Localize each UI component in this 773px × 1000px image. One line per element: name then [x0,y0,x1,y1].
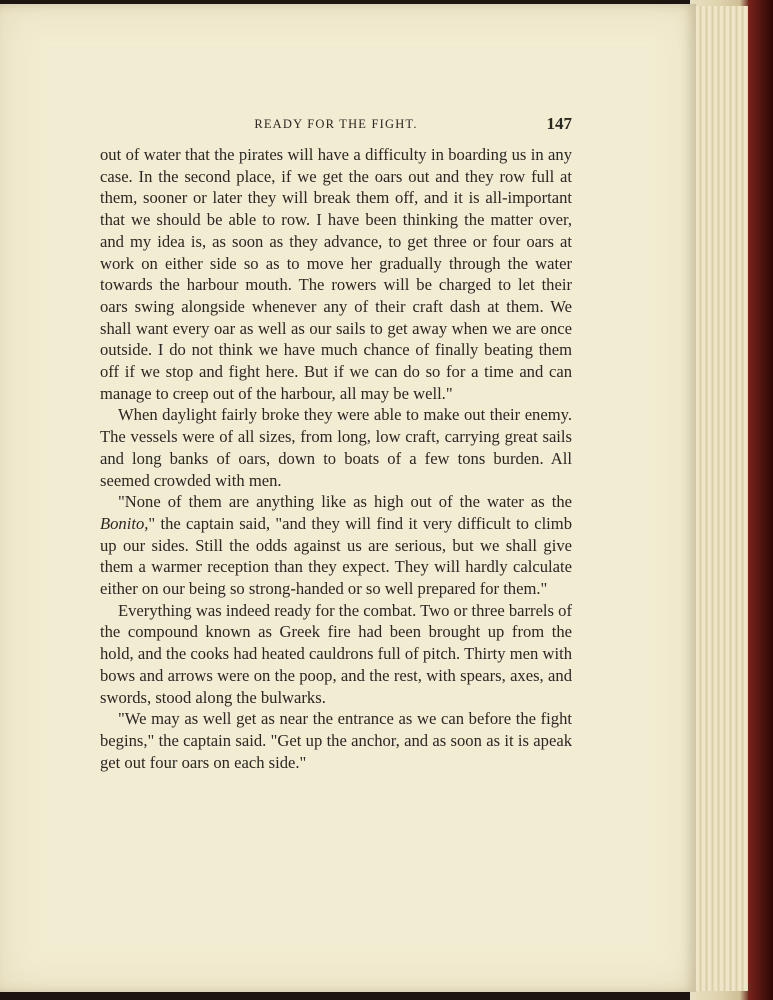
paragraph-continued: out of water that the pirates will have a difficulty in boarding us in any case. In the second place, if we get the oars out and they row full at them, sooner or later they will break them off, and it is all-important that we should be able to row. I have been thinking the matter over, and my idea is, as soon as they advance, to get three or four oars at work on either side so as to move her gradually through the water towards the harbour mouth. The rowers will be charged to let their oars swing alongside whenever any of their craft dash at them. We shall want every oar as well as our sails to get away when we are once outside. I do not think we have much chance of finally beating them off if we stop and fight here. But if we can do so for a time and can manage to creep out of the harbour, all may be well." [100,145,572,403]
page-number: 147 [546,114,572,133]
running-head [100,114,572,138]
paragraph-anchor-order: "We may as well get as near the entrance as we can before the fight begins," the captain said. "Get up the anchor, and as soon as it is apeak get out four oars on each side." [100,709,572,772]
paragraph-captain-speech [100,491,572,600]
running-head-title: READY FOR THE FIGHT. [254,117,418,131]
body-text [100,144,572,773]
speech-after-ship-name: " the captain said, "and they will find it very difficult to climb up our sides. Still the odds against us are serious, but we shall give them a warmer reception than they expect. They will hardly calculate either on our being so strong-handed or so well prepared for them." [100,513,572,599]
book-page [0,4,696,992]
paragraph-preparations: Everything was indeed ready for the combat. Two or three barrels of the compound known as Greek fire had been brought up from the hold, and the cooks had heated cauldrons full of pitch. Thirty men with bows and arrows were on the poop, and the rest, with spears, axes, and swords, stood along the bulwarks. [100,600,572,707]
book-cover-edge [748,0,773,1000]
page-stack-edge [690,6,752,991]
speech-before-ship-name: "None of them are anything like as high out of the water as the [118,492,572,512]
paragraph-daylight: When daylight fairly broke they were able to make out their enemy. The vessels were of all sizes, from long, low craft, carrying great sails and long banks of oars, down to boats of a few tons burden. All seemed crowded with men. [100,405,572,490]
ship-name: Bonito, [100,513,149,533]
